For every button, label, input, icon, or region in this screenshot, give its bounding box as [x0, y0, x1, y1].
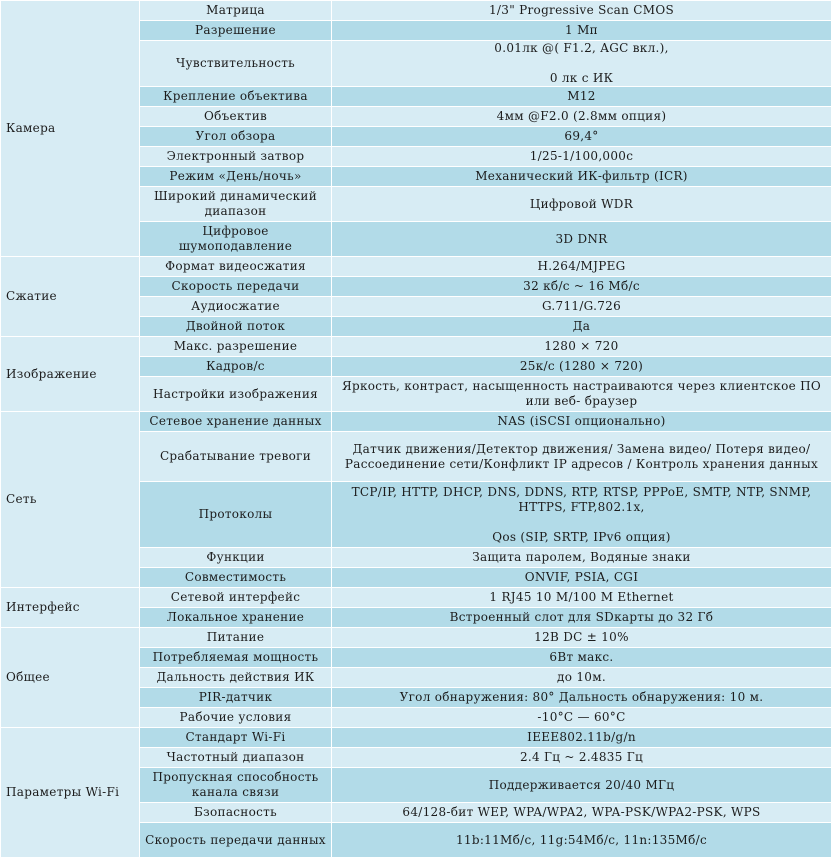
parameter-name: Широкий динамический диапазон — [140, 187, 332, 222]
parameter-name: Кадров/с — [140, 357, 332, 377]
parameter-name: Настройки изображения — [140, 377, 332, 412]
category-label: Интерфейс — [1, 588, 140, 628]
parameter-name: Угол обзора — [140, 127, 332, 147]
parameter-name: Срабатывание тревоги — [140, 432, 332, 482]
parameter-value: 0.01лк @( F1.2, AGC вкл.), 0 лк с ИК — [332, 41, 831, 87]
parameter-name: Сетевой интерфейс — [140, 588, 332, 608]
parameter-name: Формат видеосжатия — [140, 257, 332, 277]
spec-row — [1, 588, 831, 608]
parameter-value: -10°C — 60°C — [332, 708, 831, 728]
parameter-name: Пропускная способность канала связи — [140, 768, 332, 803]
parameter-name: Объектив — [140, 107, 332, 127]
parameter-name: Макс. разрешение — [140, 337, 332, 357]
parameter-name: Разрешение — [140, 21, 332, 41]
parameter-value: Механический ИК-фильтр (ICR) — [332, 167, 831, 187]
parameter-value: Защита паролем, Водяные знаки — [332, 548, 831, 568]
parameter-value: 69,4° — [332, 127, 831, 147]
parameter-value: IEEE802.11b/g/n — [332, 728, 831, 748]
parameter-value: Датчик движения/Детектор движения/ Замена видео/ Потеря видео/ Рассоединение сети/Конфликт IP адресов / Контроль хранения данных — [332, 432, 831, 482]
parameter-name: Рабочие условия — [140, 708, 332, 728]
parameter-name: Частотный диапазон — [140, 748, 332, 768]
parameter-value: M12 — [332, 87, 831, 107]
parameter-value: 1/25-1/100,000с — [332, 147, 831, 167]
parameter-value: 25к/с (1280 × 720) — [332, 357, 831, 377]
parameter-value: TCP/IP, HTTP, DHCP, DNS, DDNS, RTP, RTSP, PPPoE, SMTP, NTP, SNMP, HTTPS, FTP,802.1x, Qos (SIP, SRTP, IPv6 опция) — [332, 482, 831, 548]
parameter-name: Скорость передачи данных — [140, 823, 332, 858]
category-label: Общее — [1, 628, 140, 728]
parameter-name: Цифровое шумоподавление — [140, 222, 332, 257]
parameter-name: Электронный затвор — [140, 147, 332, 167]
parameter-value: 6Вт макс. — [332, 648, 831, 668]
parameter-name: Питание — [140, 628, 332, 648]
parameter-value: ONVIF, PSIA, CGI — [332, 568, 831, 588]
parameter-name: Сетевое хранение данных — [140, 412, 332, 432]
parameter-value: 3D DNR — [332, 222, 831, 257]
parameter-value: H.264/MJPEG — [332, 257, 831, 277]
parameter-value: 32 кб/с ~ 16 Мб/с — [332, 277, 831, 297]
parameter-value: Угол обнаружения: 80° Дальность обнаружения: 10 м. — [332, 688, 831, 708]
parameter-value: Да — [332, 317, 831, 337]
parameter-value: NAS (iSCSI опционально) — [332, 412, 831, 432]
category-label: Сеть — [1, 412, 140, 588]
spec-row — [1, 1, 831, 21]
parameter-name: Совместимость — [140, 568, 332, 588]
parameter-name: Двойной поток — [140, 317, 332, 337]
parameter-name: Дальность действия ИК — [140, 668, 332, 688]
spec-row — [1, 337, 831, 357]
parameter-value: Встроенный слот для SDкарты до 32 Гб — [332, 608, 831, 628]
parameter-value: 4мм @F2.0 (2.8мм опция) — [332, 107, 831, 127]
spec-table-body — [1, 1, 831, 858]
parameter-value: 1 Мп — [332, 21, 831, 41]
spec-row — [1, 412, 831, 432]
parameter-value: до 10м. — [332, 668, 831, 688]
parameter-name: Чувствительность — [140, 41, 332, 87]
parameter-name: Бзопасность — [140, 803, 332, 823]
parameter-name: Потребляемая мощность — [140, 648, 332, 668]
parameter-name: Матрица — [140, 1, 332, 21]
parameter-name: Функции — [140, 548, 332, 568]
parameter-name: Локальное хранение — [140, 608, 332, 628]
parameter-value: Поддерживается 20/40 МГц — [332, 768, 831, 803]
spec-row — [1, 728, 831, 748]
category-label: Параметры Wi-Fi — [1, 728, 140, 858]
parameter-value: 1 RJ45 10 M/100 M Ethernet — [332, 588, 831, 608]
parameter-name: Аудиосжатие — [140, 297, 332, 317]
category-label: Камера — [1, 1, 140, 257]
parameter-name: PIR-датчик — [140, 688, 332, 708]
parameter-value: 12В DC ± 10% — [332, 628, 831, 648]
parameter-name: Скорость передачи — [140, 277, 332, 297]
parameter-name: Стандарт Wi-Fi — [140, 728, 332, 748]
parameter-value: G.711/G.726 — [332, 297, 831, 317]
parameter-name: Протоколы — [140, 482, 332, 548]
category-label: Сжатие — [1, 257, 140, 337]
parameter-name: Режим «День/ночь» — [140, 167, 332, 187]
category-label: Изображение — [1, 337, 140, 412]
parameter-value: Яркость, контраст, насыщенность настраиваются через клиентское ПО или веб- браузер — [332, 377, 831, 412]
parameter-value: 2.4 Гц ~ 2.4835 Гц — [332, 748, 831, 768]
parameter-value: 11b:11Мб/с, 11g:54Мб/с, 11n:135Мб/с — [332, 823, 831, 858]
parameter-value: 1280 × 720 — [332, 337, 831, 357]
spec-row — [1, 257, 831, 277]
parameter-value: 64/128-бит WEP, WPA/WPA2, WPA-PSK/WPA2-PSK, WPS — [332, 803, 831, 823]
parameter-name: Крепление объектива — [140, 87, 332, 107]
spec-row — [1, 628, 831, 648]
parameter-value: 1/3" Progressive Scan CMOS — [332, 1, 831, 21]
parameter-value: Цифровой WDR — [332, 187, 831, 222]
